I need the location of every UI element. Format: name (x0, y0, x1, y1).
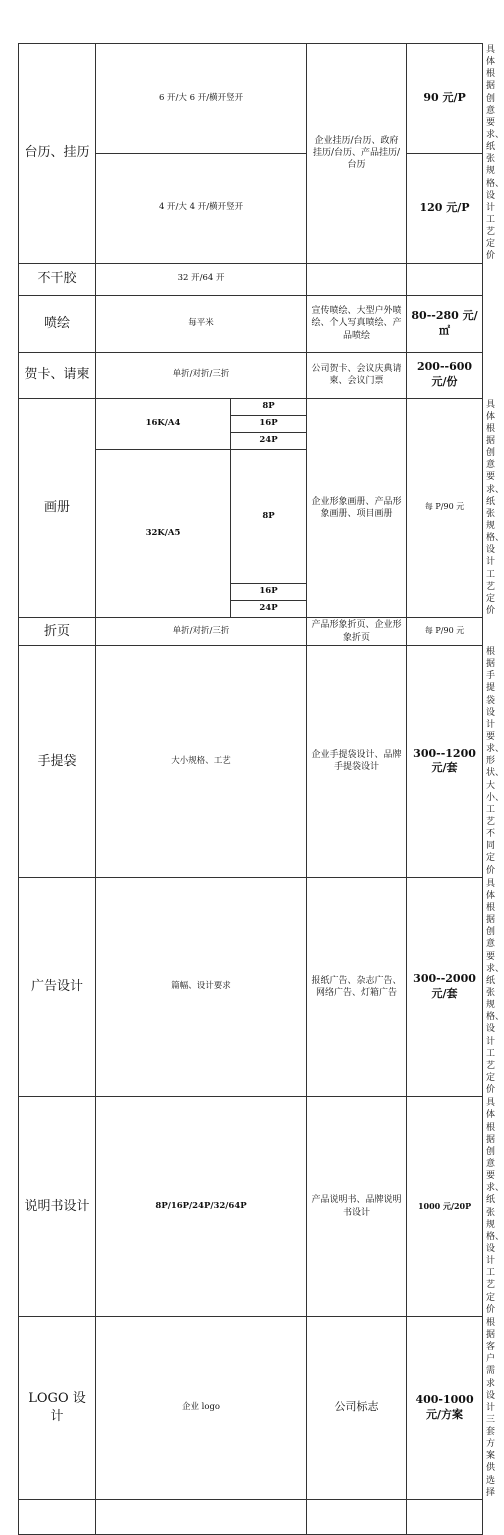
item-name: 不干胶 (19, 263, 96, 295)
content-cell: 企业形象画册、产品形象画册、项目画册 (307, 398, 407, 618)
content-cell (307, 263, 407, 295)
item-name: 手提袋 (19, 646, 96, 878)
price-cell: 每 P/90 元 (407, 618, 483, 646)
table-row: LOGO 设计 企业 logo 公司标志 400-1000 元/方案 根据客户需求设计三套方案供选择 (19, 1316, 483, 1499)
pages-cell: 16P (231, 415, 307, 432)
spec-cell: 单折/对折/三折 (96, 352, 307, 398)
pages-cell: 8P (231, 398, 307, 415)
item-name (19, 1499, 96, 1534)
price-cell: 120 元/P (407, 153, 483, 263)
spec-cell: 4 开/大 4 开/横开竖开 (96, 153, 307, 263)
price-cell: 400-1000 元/方案 (407, 1316, 483, 1499)
size-cell: 16K/A4 (96, 398, 231, 449)
item-name: 折页 (19, 618, 96, 646)
spec-cell: 每平米 (96, 295, 307, 352)
price-cell (407, 1499, 483, 1534)
pages-cell: 24P (231, 601, 307, 618)
price-cell: 300--1200 元/套 (407, 646, 483, 878)
spec-cell: 6 开/大 6 开/横开竖开 (96, 44, 307, 154)
content-cell: 公司标志 (307, 1316, 407, 1499)
price-cell: 300--2000 元/套 (407, 877, 483, 1097)
content-cell: 产品说明书、品牌说明书设计 (307, 1097, 407, 1317)
price-cell: 每 P/90 元 (407, 398, 483, 618)
content-cell (307, 1499, 407, 1534)
spec-cell: 8P/16P/24P/32/64P (96, 1097, 307, 1317)
price-table (18, 43, 504, 1535)
table-row (19, 263, 483, 295)
table-row: 台历、挂历 6 开/大 6 开/横开竖开 企业挂历/台历、政府挂历/台历、产品挂历/台历 90 元/P 具体根据创意要求、纸张规格、设计工艺定价 (19, 44, 483, 154)
item-name: 广告设计 (19, 877, 96, 1097)
table-row: 广告设计 篇幅、设计要求 报纸广告、杂志广告、网络广告、灯箱广告 300--2000 元/套 具体根据创意要求、纸张规格、设计工艺定价 (19, 877, 483, 1097)
pages-cell: 24P (231, 432, 307, 449)
spec-cell: 篇幅、设计要求 (96, 877, 307, 1097)
table-row (19, 1499, 483, 1534)
item-name: 说明书设计 (19, 1097, 96, 1317)
item-name: 台历、挂历 (19, 44, 96, 264)
spec-cell: 企业 logo (96, 1316, 307, 1499)
spec-cell: 大小规格、工艺 (96, 646, 307, 878)
content-cell: 企业挂历/台历、政府挂历/台历、产品挂历/台历 (307, 44, 407, 264)
price-cell: 90 元/P (407, 44, 483, 154)
table-row: 手提袋 大小规格、工艺 企业手提袋设计、品牌手提袋设计 300--1200 元/套 根据手提袋设计要求、形状、大小、工艺不同定价 (19, 646, 483, 878)
table-row: 画册 16K/A4 8P 企业形象画册、产品形象画册、项目画册 每 P/90 元 具体根据创意要求、纸张规格、设计工艺定价 (19, 398, 483, 415)
spec-cell: 32 开/64 开 (96, 263, 307, 295)
item-name: 喷绘 (19, 295, 96, 352)
item-name: 画册 (19, 398, 96, 618)
price-cell (407, 263, 483, 295)
pages-cell: 16P (231, 584, 307, 601)
table-row (19, 618, 483, 646)
content-cell: 宣传喷绘、大型户外喷绘、个人写真喷绘、产品喷绘 (307, 295, 407, 352)
size-cell: 32K/A5 (96, 449, 231, 618)
content-cell: 报纸广告、杂志广告、网络广告、灯箱广告 (307, 877, 407, 1097)
price-cell: 80--280 元/㎡ (407, 295, 483, 352)
content-cell: 公司贺卡、会议庆典请柬、会议门票 (307, 352, 407, 398)
pages-cell: 8P (231, 449, 307, 584)
spec-cell (96, 1499, 307, 1534)
item-name: LOGO 设计 (19, 1316, 96, 1499)
table-row (19, 352, 483, 398)
content-cell: 企业手提袋设计、品牌手提袋设计 (307, 646, 407, 878)
spec-cell: 单折/对折/三折 (96, 618, 307, 646)
table-row (19, 295, 483, 352)
price-cell: 200--600 元/份 (407, 352, 483, 398)
content-cell: 产品形象折页、企业形象折页 (307, 618, 407, 646)
table-row: 说明书设计 8P/16P/24P/32/64P 产品说明书、品牌说明书设计 1000 元/20P 具体根据创意要求、纸张规格、设计工艺定价 (19, 1097, 483, 1317)
item-name: 贺卡、请柬 (19, 352, 96, 398)
price-cell: 1000 元/20P (407, 1097, 483, 1317)
